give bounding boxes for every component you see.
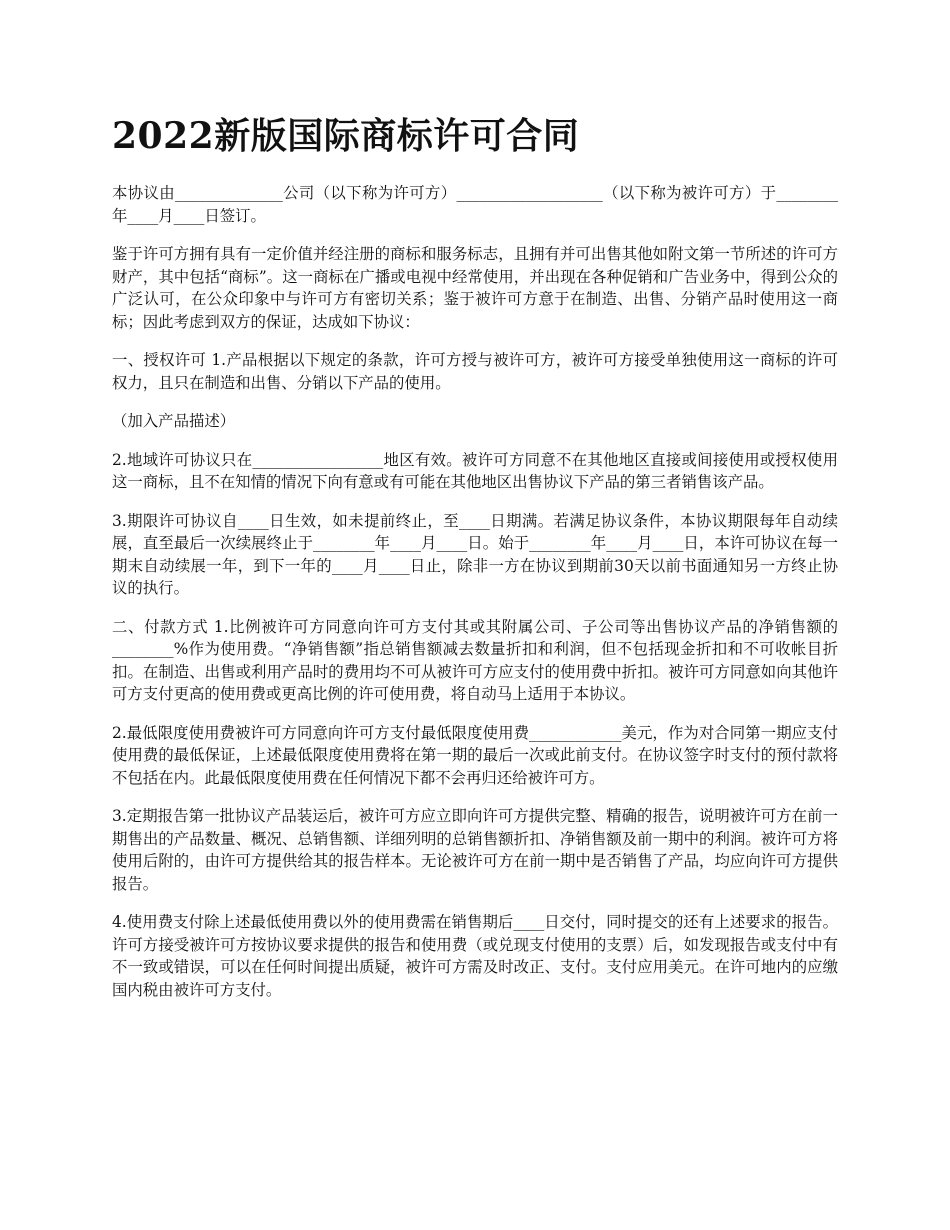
paragraph-minimum-royalty: 2.最低限度使用费被许可方同意向许可方支付最低限度使用费____________美元，作为对合同第一期应支付使用费的最低保证，上述最低限度使用费将在第一期的最后一次或此前支付。在协议签字时支付的预付款将不包括在内。此最低限度使用费在任何情况下都不会再归还给被许可方。 [112, 723, 838, 787]
paragraph-term: 3.期限许可协议自____日生效，如未提前终止，至____日期满。若满足协议条件，本协议期限每年自动续展，直至最后一次续展终止于________年____月____日。始于________年____月____日，本许可协议在每一期末自动续展一年，到下一年的____月____日止，除非一方在协议到期前30天以前书面通知另一方终止协议的执行。 [112, 511, 838, 597]
paragraph-parties: 本协议由______________公司（以下称为许可方）___________________（以下称为被许可方）于________年____月____日签订。 [112, 184, 838, 225]
paragraph-territory: 2.地域许可协议只在_________________地区有效。被许可方同意不在其他地区直接或间接使用或授权使用这一商标，且不在知情的情况下向有意或有可能在其他地区出售协议下产品的第三者销售该产品。 [112, 450, 838, 491]
paragraph-royalty-payment: 4.使用费支付除上述最低使用费以外的使用费需在销售期后____日交付，同时提交的还有上述要求的报告。许可方接受被许可方按协议要求提供的报告和使用费（或兑现支付使用的支票）后，如发现报告或支付中有不一致或错误，可以在任何时间提出质疑，被许可方需及时改正、支付。支付应用美元。在许可地内的应缴国内税由被许可方支付。 [112, 913, 838, 999]
paragraph-recitals: 鉴于许可方拥有具有一定价值并经注册的商标和服务标志，且拥有并可出售其他如附文第一节所述的许可方财产，其中包括“商标”。这一商标在广播或电视中经常使用，并出现在各种促销和广告业务中，得到公众的广泛认可，在公众印象中与许可方有密切关系；鉴于被许可方意于在制造、出售、分销产品时使用这一商标；因此考虑到双方的保证，达成如下协议： [112, 245, 838, 331]
paragraph-license-grant: 一、授权许可 1.产品根据以下规定的条款，许可方授与被许可方，被许可方接受单独使用这一商标的许可权力，且只在制造和出售、分销以下产品的使用。 [112, 351, 838, 392]
paragraph-royalty-rate: 二、付款方式 1.比例被许可方同意向许可方支付其或其附属公司、子公司等出售协议产品的净销售额的________%作为使用费。“净销售额”指总销售额减去数量折扣和利润，但不包括现金折扣和不可收帐目折扣。在制造、出售或利用产品时的费用均不可从被许可方应支付的使用费中折扣。被许可方同意如向其他许可方支付更高的使用费或更高比例的许可使用费，将自动马上适用于本协议。 [112, 617, 838, 703]
paragraph-periodic-reports: 3.定期报告第一批协议产品装运后，被许可方应立即向许可方提供完整、精确的报告，说明被许可方在前一期售出的产品数量、概况、总销售额、详细列明的总销售额折扣、净销售额及前一期中的利润。被许可方将使用后附的，由许可方提供给其的报告样本。无论被许可方在前一期中是否销售了产品，均应向许可方提供报告。 [112, 807, 838, 893]
document-title: 2022新版国际商标许可合同 [112, 115, 580, 157]
paragraph-product-description: （加入产品描述） [112, 412, 236, 430]
